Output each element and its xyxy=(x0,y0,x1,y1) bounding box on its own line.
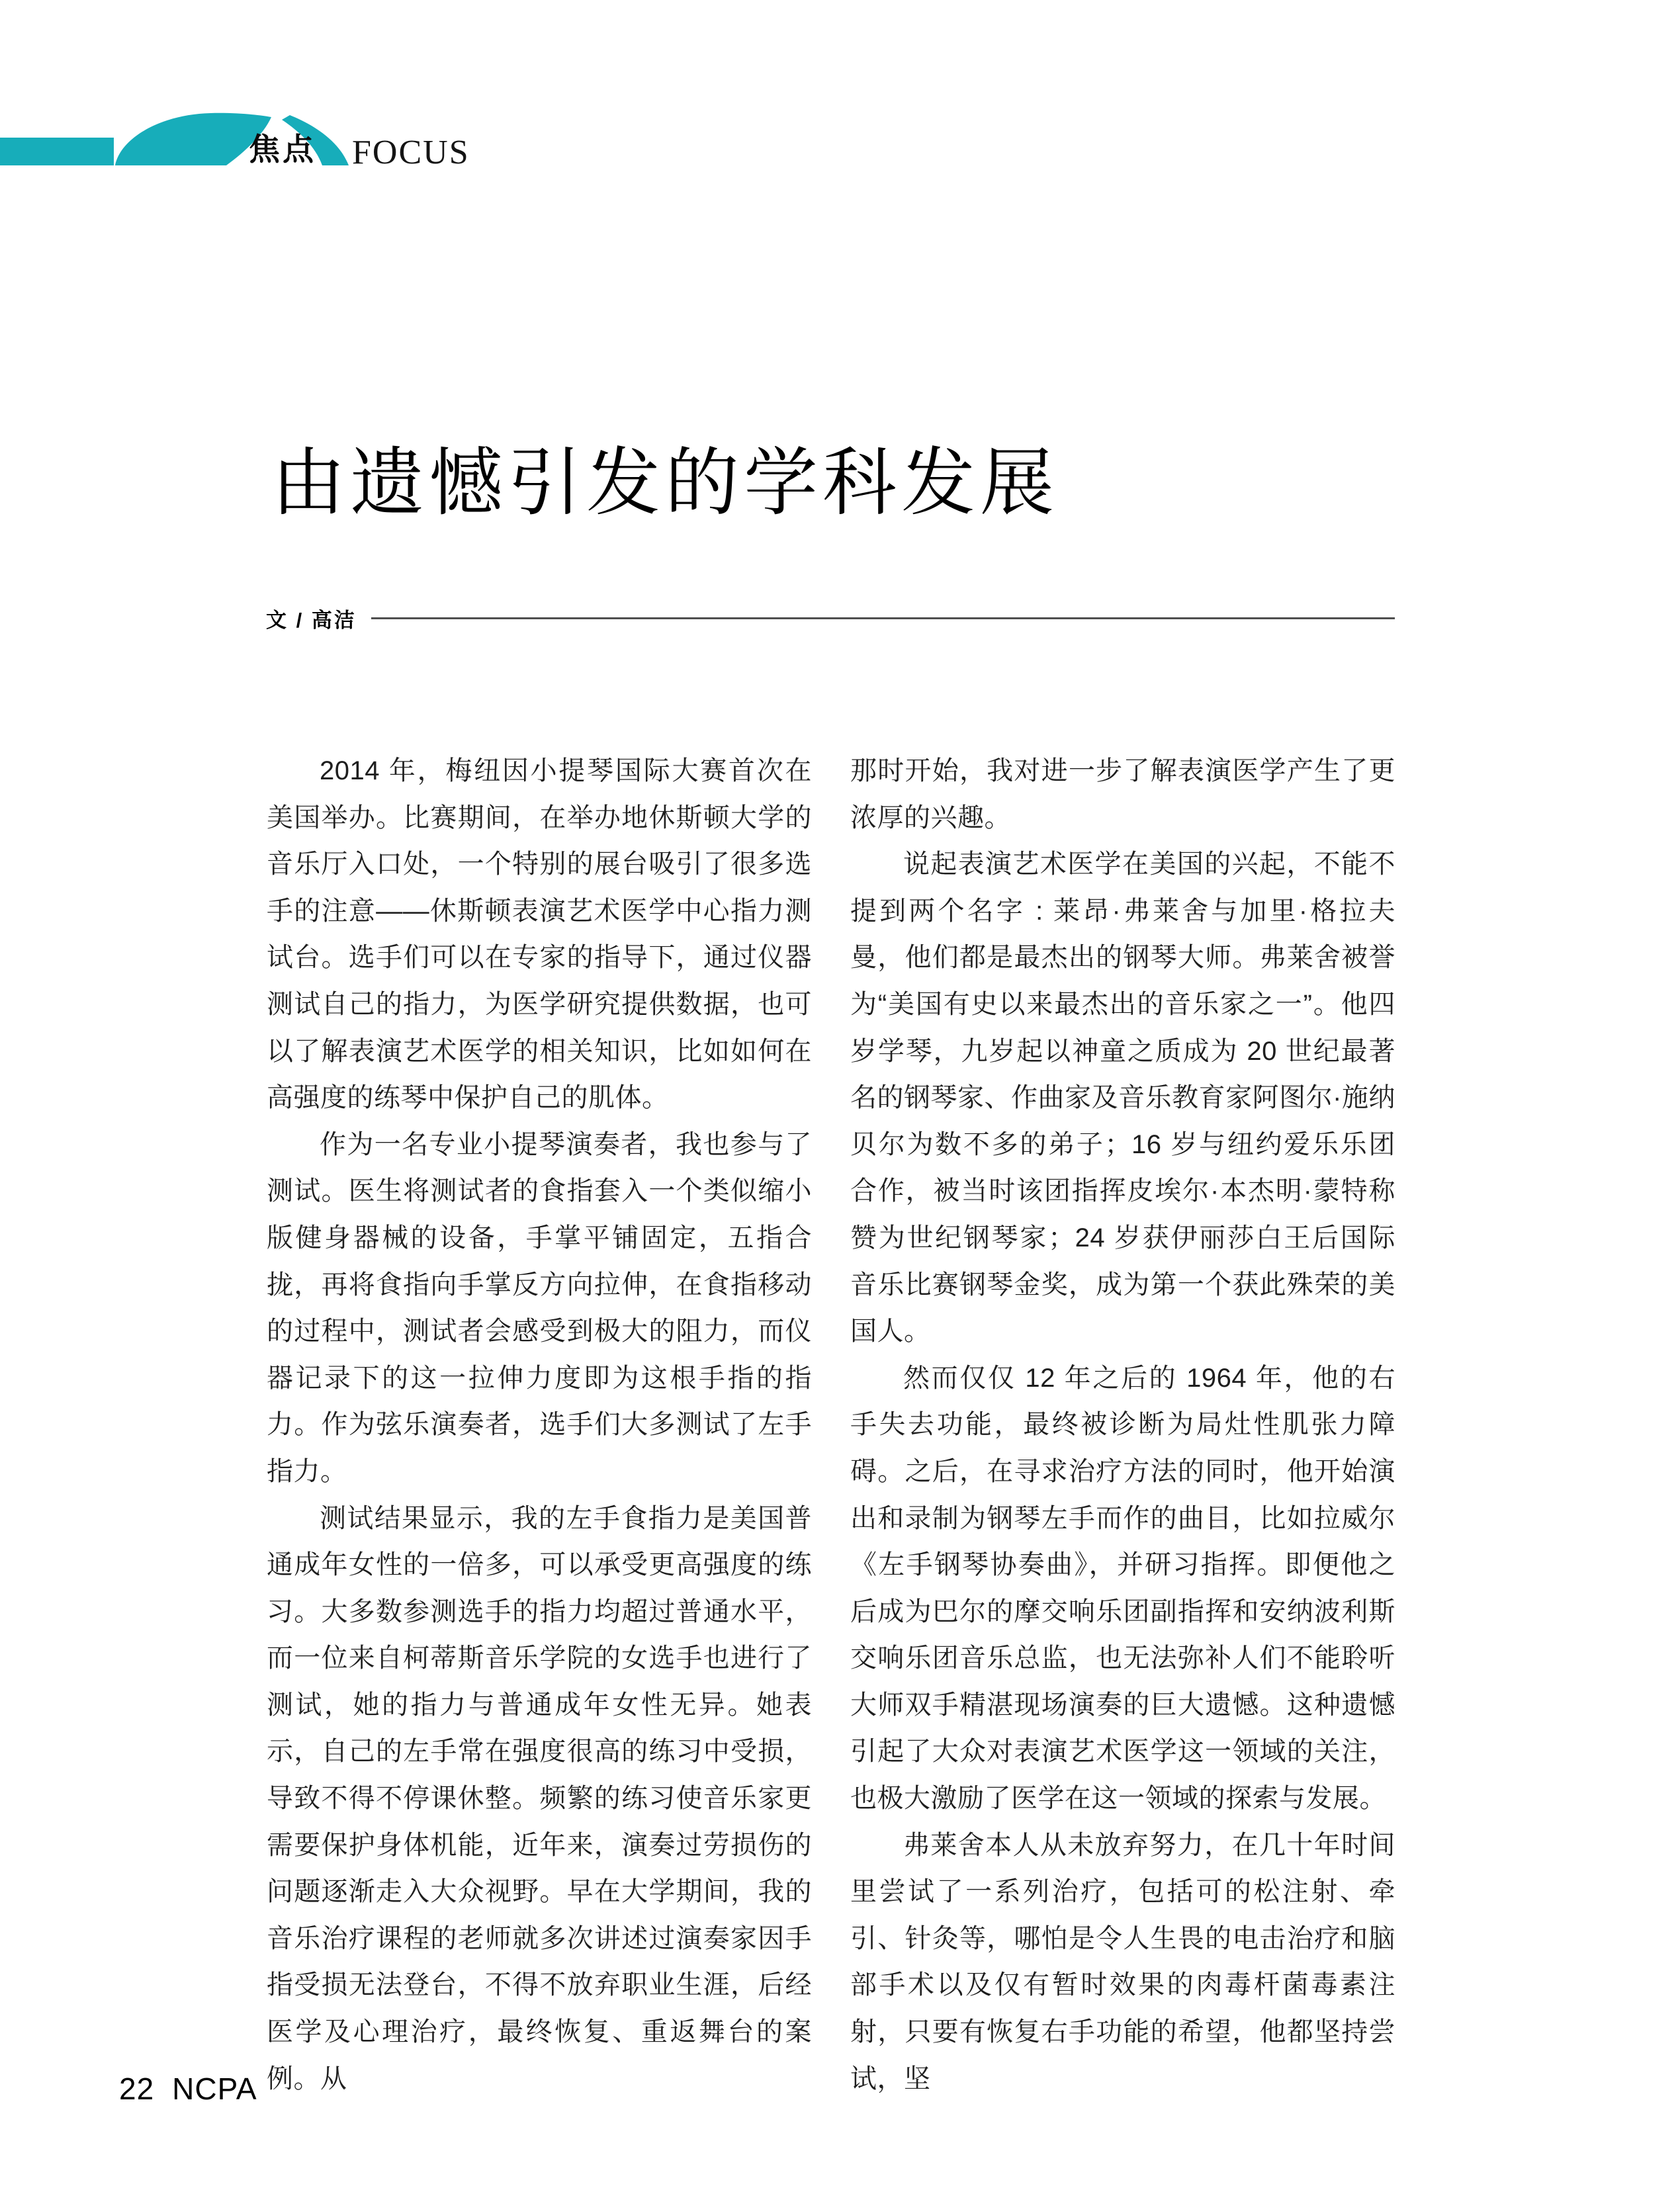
paragraph: 作为一名专业小提琴演奏者，我也参与了测试。医生将测试者的食指套入一个类似缩小版健身器械的设备，手掌平铺固定，五指合拢，再将食指向手掌反方向拉伸，在食指移动的过程中，测试者会感受到极大的阻力，而仪器记录下的这一拉伸力度即为这根手指的指力。作为弦乐演奏者，选手们大多测试了左手指力。 xyxy=(267,1129,812,1486)
text-column-left xyxy=(267,748,812,2093)
section-label-zh: 焦点 xyxy=(249,132,316,167)
paragraph: 2014 年，梅纽因小提琴国际大赛首次在美国举办。比赛期间，在举办地休斯顿大学的音乐厅入口处，一个特别的展台吸引了很多选手的注意——休斯顿表演艺术医学中心指力测试台。选手们可以在专家的指导下，通过仪器测试自己的指力，为医学研究提供数据，也可以了解表演艺术医学的相关知识，比如如何在高强度的练琴中保护自己的肌体。 xyxy=(267,756,812,1113)
paragraph: 测试结果显示，我的左手食指力是美国普通成年女性的一倍多，可以承受更高强度的练习。大多数参测选手的指力均超过普通水平，而一位来自柯蒂斯音乐学院的女选手也进行了测试，她的指力与普通成年女性无异。她表示，自己的左手常在强度很高的练习中受损，导致不得不停课休整。频繁的练习使音乐家更需要保护身体机能，近年来，演奏过劳损伤的问题逐渐走入大众视野。早在大学期间，我的音乐治疗课程的老师就多次讲述过演奏家因手指受损无法登台，不得不放弃职业生涯，后经医学及心理治疗，最终恢复、重返舞台的案例。从 xyxy=(267,1503,812,2093)
byline-rule xyxy=(371,617,1395,619)
paragraph: 弗莱舍本人从未放弃努力，在几十年时间里尝试了一系列治疗，包括可的松注射、牵引、针灸等，哪怕是令人生畏的电击治疗和脑部手术以及仅有暂时效果的肉毒杆菌毒素注射，只要有恢复右手功能的希望，他都坚持尝试，坚 xyxy=(850,1830,1395,2093)
article-title: 由遗憾引发的学科发展 xyxy=(271,443,1059,525)
journal-code: NCPA xyxy=(172,2072,257,2106)
page-number: 22 xyxy=(119,2072,155,2106)
paragraph: 然而仅仅 12 年之后的 1964 年，他的右手失去功能，最终被诊断为局灶性肌张力障碍。之后，在寻求治疗方法的同时，他开始演出和录制为钢琴左手而作的曲目，比如拉威尔《左手钢琴协奏曲》，并研习指挥。即便他之后成为巴尔的摩交响乐团副指挥和安纳波利斯交响乐团音乐总监，也无法弥补人们不能聆听大师双手精湛现场演奏的巨大遗憾。这种遗憾引起了大众对表演艺术医学这一领域的关注，也极大激励了医学在这一领域的探索与发展。 xyxy=(850,1363,1395,1814)
page-footer xyxy=(119,2074,257,2104)
section-label-en: FOCUS xyxy=(352,134,470,171)
paragraph: 说起表演艺术医学在美国的兴起，不能不提到两个名字 : 莱昂·弗莱舍与加里·格拉夫曼，他们都是最杰出的钢琴大师。弗莱舍被誉为“美国有史以来最杰出的音乐家之一”。他四岁学琴，九岁起以神童之质成为 20 世纪最著名的钢琴家、作曲家及音乐教育家阿图尔·施纳贝尔为数不多的弟子；16 岁与纽约爱乐乐团合作，被当时该团指挥皮埃尔·本杰明·蒙特称赞为世纪钢琴家；24 岁获伊丽莎白王后国际音乐比赛钢琴金奖，成为第一个获此殊荣的美国人。 xyxy=(850,850,1395,1346)
byline-author: 文 / 高洁 xyxy=(266,608,357,632)
text-column-right xyxy=(850,748,1395,2093)
byline xyxy=(266,601,1395,635)
paragraph-continuation: 那时开始，我对进一步了解表演医学产生了更浓厚的兴趣。 xyxy=(850,756,1395,832)
